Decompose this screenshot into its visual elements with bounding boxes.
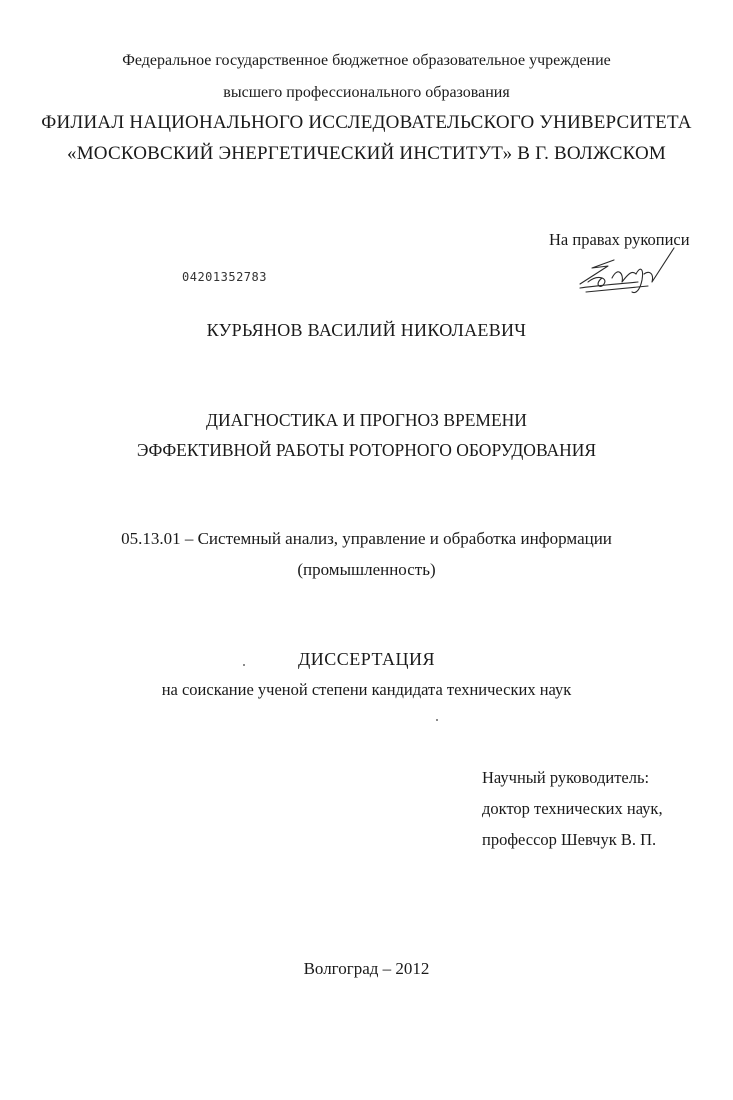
title-line-2: ЭФФЕКТИВНОЙ РАБОТЫ РОТОРНОГО ОБОРУДОВАНИЯ <box>136 440 597 460</box>
institution-line-1: Федеральное государственное бюджетное образовательное учреждение <box>122 52 611 69</box>
signature-image <box>578 244 678 296</box>
institution-line-3: ФИЛИАЛ НАЦИОНАЛЬНОГО ИССЛЕДОВАТЕЛЬСКОГО УНИВЕРСИТЕТА <box>41 112 692 133</box>
specialty-line-2: (промышленность) <box>297 560 436 579</box>
specialty-line-1: 05.13.01 – Системный анализ, управление и обработка информации <box>121 529 612 548</box>
author-name: КУРЬЯНОВ ВАСИЛИЙ НИКОЛАЕВИЧ <box>206 320 527 340</box>
scan-speck <box>243 664 245 666</box>
supervisor-line-2: доктор технических наук, <box>482 799 663 818</box>
supervisor-line-3: профессор Шевчук В. П. <box>482 830 657 849</box>
dissertation-label: ДИССЕРТАЦИЯ <box>297 649 436 669</box>
catalog-code: 04201352783 <box>182 270 267 284</box>
rights-note: На правах рукописи <box>549 230 690 249</box>
institution-line-4: «МОСКОВСКИЙ ЭНЕРГЕТИЧЕСКИЙ ИНСТИТУТ» В Г. ВОЛЖСКОМ <box>67 143 666 164</box>
supervisor-line-1: Научный руководитель: <box>482 768 650 787</box>
institution-line-2: высшего профессионального образования <box>223 84 510 101</box>
scan-speck <box>436 719 438 721</box>
title-line-1: ДИАГНОСТИКА И ПРОГНОЗ ВРЕМЕНИ <box>206 410 527 430</box>
city-year: Волгоград – 2012 <box>303 959 430 978</box>
dissertation-subtitle: на соискание ученой степени кандидата технических наук <box>161 680 572 699</box>
